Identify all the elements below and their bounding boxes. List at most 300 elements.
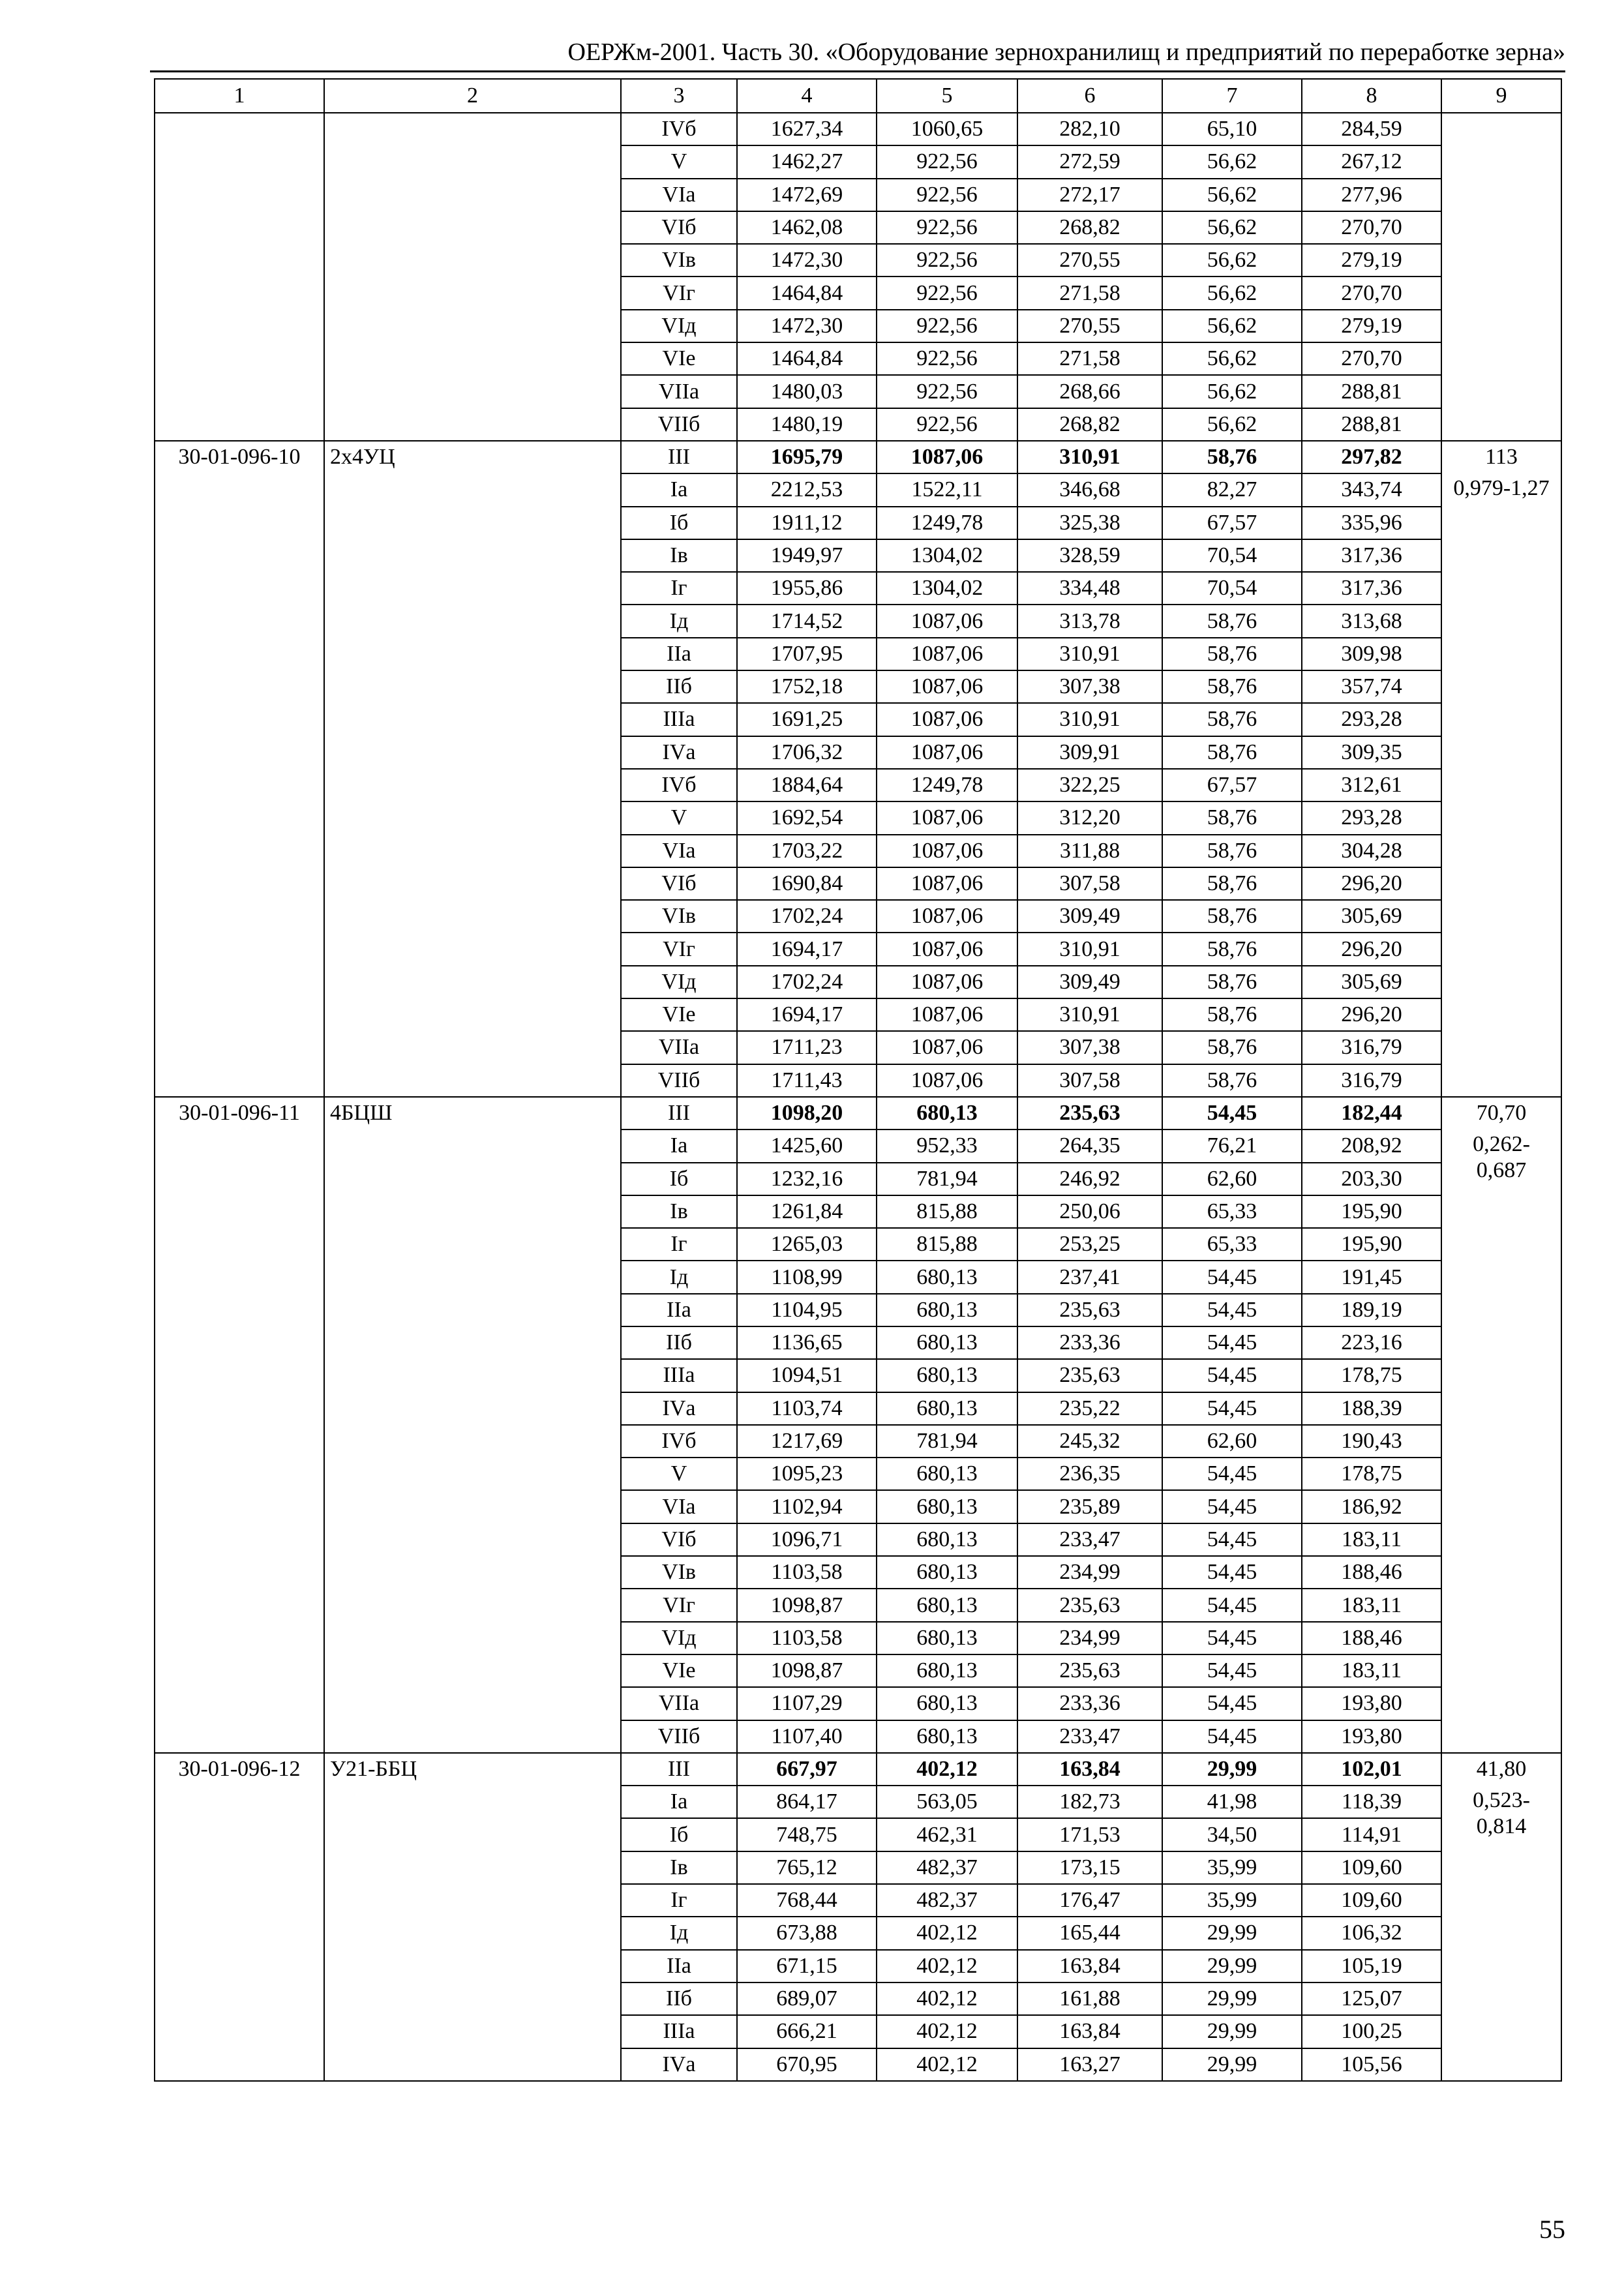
value-cell: 680,13 (877, 1687, 1017, 1720)
item-code: 30-01-096-11 (155, 1097, 324, 1753)
value-cell: 1702,24 (737, 966, 877, 998)
value-cell: 58,76 (1162, 801, 1302, 834)
value-cell: 268,82 (1017, 408, 1162, 441)
value-cell: 173,15 (1017, 1851, 1162, 1884)
value-cell: 1087,06 (877, 933, 1017, 965)
value-cell: 62,60 (1162, 1425, 1302, 1458)
zone-cell: VIIа (621, 1687, 737, 1720)
value-cell: 781,94 (877, 1425, 1017, 1458)
value-cell: 1472,69 (737, 179, 877, 211)
value-cell: 1249,78 (877, 507, 1017, 539)
zone-cell: IVб (621, 769, 737, 801)
value-cell: 54,45 (1162, 1622, 1302, 1654)
value-cell: 1103,74 (737, 1392, 877, 1425)
value-cell: 109,60 (1302, 1884, 1441, 1917)
value-cell: 680,13 (877, 1458, 1017, 1490)
value-cell: 671,15 (737, 1950, 877, 1982)
value-cell: 195,90 (1302, 1228, 1441, 1261)
value-cell: 1102,94 (737, 1490, 877, 1523)
zone-cell: VIе (621, 342, 737, 375)
zone-cell: IIб (621, 1326, 737, 1359)
value-cell: 54,45 (1162, 1490, 1302, 1523)
value-cell: 246,92 (1017, 1163, 1162, 1195)
value-cell: 188,46 (1302, 1556, 1441, 1589)
zone-cell: VIа (621, 1490, 737, 1523)
value-cell: 309,49 (1017, 966, 1162, 998)
column-number-row (155, 79, 1561, 113)
zone-cell: IVа (621, 736, 737, 769)
table-row (155, 441, 1561, 473)
value-cell: 233,47 (1017, 1523, 1162, 1556)
value-cell: 1706,32 (737, 736, 877, 769)
note-cell (1441, 1753, 1561, 2081)
item-name (324, 113, 621, 441)
column-header: 6 (1017, 79, 1162, 113)
value-cell: 1094,51 (737, 1359, 877, 1392)
value-cell: 312,20 (1017, 801, 1162, 834)
value-cell: 815,88 (877, 1195, 1017, 1228)
value-cell: 235,63 (1017, 1097, 1162, 1130)
value-cell: 234,99 (1017, 1556, 1162, 1589)
value-cell: 235,63 (1017, 1654, 1162, 1687)
zone-cell: VIа (621, 179, 737, 211)
value-cell: 105,56 (1302, 2048, 1441, 2081)
value-cell: 54,45 (1162, 1326, 1302, 1359)
value-cell: 325,38 (1017, 507, 1162, 539)
value-cell: 34,50 (1162, 1818, 1302, 1851)
column-header: 9 (1441, 79, 1561, 113)
value-cell: 307,58 (1017, 867, 1162, 900)
zone-cell: IIб (621, 670, 737, 703)
note-cell (1441, 1097, 1561, 1753)
value-cell: 186,92 (1302, 1490, 1441, 1523)
value-cell: 305,69 (1302, 966, 1441, 998)
value-cell: 482,37 (877, 1851, 1017, 1884)
value-cell: 670,95 (737, 2048, 877, 2081)
value-cell: 163,84 (1017, 2015, 1162, 2048)
zone-cell: Iд (621, 1261, 737, 1293)
zone-cell: IIIа (621, 2015, 737, 2048)
value-cell: 264,35 (1017, 1130, 1162, 1162)
value-cell: 29,99 (1162, 1753, 1302, 1786)
value-cell: 1104,95 (737, 1294, 877, 1326)
value-cell: 1304,02 (877, 539, 1017, 572)
running-header: ОЕРЖм-2001. Часть 30. «Оборудование зернохранилищ и предприятий по переработке зерна» (567, 38, 1565, 66)
value-cell: 35,99 (1162, 1884, 1302, 1917)
zone-cell: VIв (621, 900, 737, 933)
value-cell: 250,06 (1017, 1195, 1162, 1228)
value-cell: 1087,06 (877, 736, 1017, 769)
value-cell: 235,63 (1017, 1294, 1162, 1326)
value-cell: 1265,03 (737, 1228, 877, 1261)
value-cell: 188,46 (1302, 1622, 1441, 1654)
value-cell: 1087,06 (877, 1031, 1017, 1064)
value-cell: 334,48 (1017, 572, 1162, 605)
value-cell: 245,32 (1017, 1425, 1162, 1458)
value-cell: 1464,84 (737, 277, 877, 309)
value-cell: 270,70 (1302, 277, 1441, 309)
note-line: 0,687 (1476, 1158, 1527, 1182)
value-cell: 203,30 (1302, 1163, 1441, 1195)
value-cell: 56,62 (1162, 277, 1302, 309)
value-cell: 1103,58 (737, 1622, 877, 1654)
value-cell: 680,13 (877, 1326, 1017, 1359)
zone-cell: IVб (621, 113, 737, 145)
value-cell: 322,25 (1017, 769, 1162, 801)
value-cell: 100,25 (1302, 2015, 1441, 2048)
page-number: 55 (1539, 2215, 1565, 2244)
value-cell: 1472,30 (737, 310, 877, 342)
value-cell: 304,28 (1302, 835, 1441, 867)
value-cell: 235,22 (1017, 1392, 1162, 1425)
value-cell: 1087,06 (877, 441, 1017, 473)
value-cell: 1087,06 (877, 835, 1017, 867)
column-header: 4 (737, 79, 877, 113)
value-cell: 178,75 (1302, 1458, 1441, 1490)
value-cell: 58,76 (1162, 933, 1302, 965)
note-line: 0,814 (1476, 1814, 1527, 1838)
value-cell: 125,07 (1302, 1982, 1441, 2015)
value-cell: 58,76 (1162, 867, 1302, 900)
value-cell: 1304,02 (877, 572, 1017, 605)
value-cell: 313,78 (1017, 605, 1162, 637)
value-cell: 402,12 (877, 2048, 1017, 2081)
value-cell: 680,13 (877, 1523, 1017, 1556)
value-cell: 1087,06 (877, 966, 1017, 998)
zone-cell: VIIб (621, 1720, 737, 1753)
value-cell: 58,76 (1162, 900, 1302, 933)
value-cell: 183,11 (1302, 1523, 1441, 1556)
value-cell: 1707,95 (737, 638, 877, 670)
value-cell: 58,76 (1162, 1031, 1302, 1064)
value-cell: 102,01 (1302, 1753, 1441, 1786)
value-cell: 163,84 (1017, 1753, 1162, 1786)
value-cell: 293,28 (1302, 703, 1441, 736)
value-cell: 563,05 (877, 1786, 1017, 1818)
header-rule (150, 70, 1565, 72)
value-cell: 253,25 (1017, 1228, 1162, 1261)
item-code: 30-01-096-12 (155, 1753, 324, 2081)
value-cell: 277,96 (1302, 179, 1441, 211)
note-line: 113 (1485, 444, 1518, 469)
value-cell: 178,75 (1302, 1359, 1441, 1392)
value-cell: 195,90 (1302, 1195, 1441, 1228)
value-cell: 62,60 (1162, 1163, 1302, 1195)
column-header: 7 (1162, 79, 1302, 113)
zone-cell: III (621, 1097, 737, 1130)
value-cell: 680,13 (877, 1589, 1017, 1621)
value-cell: 313,68 (1302, 605, 1441, 637)
value-cell: 1694,17 (737, 998, 877, 1031)
value-cell: 54,45 (1162, 1687, 1302, 1720)
value-cell: 922,56 (877, 310, 1017, 342)
value-cell: 193,80 (1302, 1720, 1441, 1753)
zone-cell: Iг (621, 572, 737, 605)
value-cell: 1087,06 (877, 1064, 1017, 1097)
zone-cell: Iа (621, 473, 737, 506)
item-code (155, 113, 324, 441)
value-cell: 279,19 (1302, 310, 1441, 342)
value-cell: 58,76 (1162, 441, 1302, 473)
value-cell: 296,20 (1302, 933, 1441, 965)
value-cell: 1136,65 (737, 1326, 877, 1359)
value-cell: 309,91 (1017, 736, 1162, 769)
zone-cell: VIв (621, 244, 737, 277)
value-cell: 680,13 (877, 1654, 1017, 1687)
zone-cell: VIа (621, 835, 737, 867)
value-cell: 1522,11 (877, 473, 1017, 506)
value-cell: 1955,86 (737, 572, 877, 605)
zone-cell: IIа (621, 1294, 737, 1326)
value-cell: 288,81 (1302, 375, 1441, 408)
zone-cell: VIIа (621, 1031, 737, 1064)
value-cell: 1087,06 (877, 703, 1017, 736)
value-cell: 1911,12 (737, 507, 877, 539)
value-cell: 673,88 (737, 1917, 877, 1949)
value-cell: 1692,54 (737, 801, 877, 834)
rates-table (154, 78, 1562, 2082)
value-cell: 284,59 (1302, 113, 1441, 145)
value-cell: 54,45 (1162, 1359, 1302, 1392)
zone-cell: III (621, 1753, 737, 1786)
zone-cell: IIIа (621, 1359, 737, 1392)
value-cell: 1752,18 (737, 670, 877, 703)
zone-cell: VIе (621, 1654, 737, 1687)
value-cell: 765,12 (737, 1851, 877, 1884)
value-cell: 343,74 (1302, 473, 1441, 506)
value-cell: 58,76 (1162, 966, 1302, 998)
value-cell: 54,45 (1162, 1720, 1302, 1753)
value-cell: 234,99 (1017, 1622, 1162, 1654)
value-cell: 29,99 (1162, 2015, 1302, 2048)
value-cell: 58,76 (1162, 998, 1302, 1031)
value-cell: 307,38 (1017, 1031, 1162, 1064)
value-cell: 1425,60 (737, 1130, 877, 1162)
note-cell (1441, 441, 1561, 1097)
value-cell: 56,62 (1162, 408, 1302, 441)
value-cell: 268,82 (1017, 211, 1162, 244)
value-cell: 267,12 (1302, 145, 1441, 178)
value-cell: 402,12 (877, 1917, 1017, 1949)
column-header: 3 (621, 79, 737, 113)
zone-cell: Iа (621, 1786, 737, 1818)
value-cell: 310,91 (1017, 638, 1162, 670)
zone-cell: V (621, 1458, 737, 1490)
value-cell: 163,84 (1017, 1950, 1162, 1982)
value-cell: 1232,16 (737, 1163, 877, 1195)
zone-cell: IIа (621, 1950, 737, 1982)
value-cell: 182,73 (1017, 1786, 1162, 1818)
value-cell: 189,19 (1302, 1294, 1441, 1326)
zone-cell: IIIа (621, 703, 737, 736)
value-cell: 1480,03 (737, 375, 877, 408)
item-code: 30-01-096-10 (155, 441, 324, 1097)
value-cell: 667,97 (737, 1753, 877, 1786)
table-row (155, 1097, 1561, 1130)
value-cell: 357,74 (1302, 670, 1441, 703)
value-cell: 67,57 (1162, 769, 1302, 801)
value-cell: 952,33 (877, 1130, 1017, 1162)
value-cell: 114,91 (1302, 1818, 1441, 1851)
value-cell: 176,47 (1017, 1884, 1162, 1917)
item-name: 4БЦШ (324, 1097, 621, 1753)
value-cell: 237,41 (1017, 1261, 1162, 1293)
value-cell: 402,12 (877, 1982, 1017, 2015)
zone-cell: VIг (621, 277, 737, 309)
value-cell: 183,11 (1302, 1654, 1441, 1687)
value-cell: 1472,30 (737, 244, 877, 277)
value-cell: 307,58 (1017, 1064, 1162, 1097)
value-cell: 56,62 (1162, 310, 1302, 342)
zone-cell: IVа (621, 1392, 737, 1425)
value-cell: 58,76 (1162, 1064, 1302, 1097)
value-cell: 680,13 (877, 1622, 1017, 1654)
value-cell: 2212,53 (737, 473, 877, 506)
table-body (155, 113, 1561, 2081)
value-cell: 1087,06 (877, 900, 1017, 933)
zone-cell: Iв (621, 1851, 737, 1884)
value-cell: 309,98 (1302, 638, 1441, 670)
zone-cell: V (621, 801, 737, 834)
value-cell: 1702,24 (737, 900, 877, 933)
value-cell: 310,91 (1017, 441, 1162, 473)
value-cell: 312,61 (1302, 769, 1441, 801)
value-cell: 402,12 (877, 1753, 1017, 1786)
zone-cell: III (621, 441, 737, 473)
zone-cell: Iб (621, 1163, 737, 1195)
value-cell: 56,62 (1162, 375, 1302, 408)
zone-cell: VIIа (621, 375, 737, 408)
value-cell: 1095,23 (737, 1458, 877, 1490)
value-cell: 680,13 (877, 1556, 1017, 1589)
zone-cell: VIIб (621, 1064, 737, 1097)
value-cell: 41,98 (1162, 1786, 1302, 1818)
value-cell: 58,76 (1162, 670, 1302, 703)
value-cell: 680,13 (877, 1720, 1017, 1753)
zone-cell: Iг (621, 1884, 737, 1917)
value-cell: 680,13 (877, 1392, 1017, 1425)
value-cell: 1108,99 (737, 1261, 877, 1293)
zone-cell: IVб (621, 1425, 737, 1458)
value-cell: 272,59 (1017, 145, 1162, 178)
value-cell: 666,21 (737, 2015, 877, 2048)
zone-cell: VIб (621, 1523, 737, 1556)
zone-cell: VIе (621, 998, 737, 1031)
value-cell: 310,91 (1017, 703, 1162, 736)
value-cell: 58,76 (1162, 835, 1302, 867)
column-header: 8 (1302, 79, 1441, 113)
value-cell: 815,88 (877, 1228, 1017, 1261)
item-name: 2х4УЦ (324, 441, 621, 1097)
value-cell: 270,55 (1017, 244, 1162, 277)
value-cell: 1480,19 (737, 408, 877, 441)
value-cell: 182,44 (1302, 1097, 1441, 1130)
value-cell: 235,63 (1017, 1589, 1162, 1621)
note-line: 0,523- (1473, 1788, 1530, 1812)
value-cell: 1107,29 (737, 1687, 877, 1720)
value-cell: 29,99 (1162, 1982, 1302, 2015)
value-cell: 922,56 (877, 277, 1017, 309)
value-cell: 310,91 (1017, 933, 1162, 965)
value-cell: 317,36 (1302, 572, 1441, 605)
value-cell: 922,56 (877, 342, 1017, 375)
value-cell: 1249,78 (877, 769, 1017, 801)
value-cell: 165,44 (1017, 1917, 1162, 1949)
value-cell: 56,62 (1162, 179, 1302, 211)
value-cell: 297,82 (1302, 441, 1441, 473)
value-cell: 271,58 (1017, 342, 1162, 375)
value-cell: 1098,87 (737, 1589, 877, 1621)
value-cell: 54,45 (1162, 1097, 1302, 1130)
value-cell: 56,62 (1162, 211, 1302, 244)
value-cell: 56,62 (1162, 244, 1302, 277)
value-cell: 1087,06 (877, 801, 1017, 834)
value-cell: 680,13 (877, 1097, 1017, 1130)
value-cell: 1949,97 (737, 539, 877, 572)
zone-cell: VIв (621, 1556, 737, 1589)
zone-cell: VIб (621, 867, 737, 900)
value-cell: 922,56 (877, 375, 1017, 408)
value-cell: 29,99 (1162, 1950, 1302, 1982)
value-cell: 1884,64 (737, 769, 877, 801)
value-cell: 235,63 (1017, 1359, 1162, 1392)
value-cell: 1464,84 (737, 342, 877, 375)
note-line: 0,262- (1473, 1131, 1530, 1156)
value-cell: 65,33 (1162, 1195, 1302, 1228)
value-cell: 1087,06 (877, 867, 1017, 900)
value-cell: 70,54 (1162, 572, 1302, 605)
value-cell: 58,76 (1162, 703, 1302, 736)
value-cell: 922,56 (877, 244, 1017, 277)
value-cell: 293,28 (1302, 801, 1441, 834)
value-cell: 54,45 (1162, 1523, 1302, 1556)
value-cell: 171,53 (1017, 1818, 1162, 1851)
value-cell: 680,13 (877, 1261, 1017, 1293)
value-cell: 335,96 (1302, 507, 1441, 539)
value-cell: 54,45 (1162, 1458, 1302, 1490)
value-cell: 1087,06 (877, 638, 1017, 670)
zone-cell: IIб (621, 1982, 737, 2015)
zone-cell: VIIб (621, 408, 737, 441)
value-cell: 689,07 (737, 1982, 877, 2015)
table-row (155, 1753, 1561, 1786)
value-cell: 233,36 (1017, 1326, 1162, 1359)
value-cell: 272,17 (1017, 179, 1162, 211)
zone-cell: VIд (621, 310, 737, 342)
zone-cell: VIд (621, 966, 737, 998)
value-cell: 1087,06 (877, 605, 1017, 637)
zone-cell: IIа (621, 638, 737, 670)
value-cell: 1217,69 (737, 1425, 877, 1458)
value-cell: 1695,79 (737, 441, 877, 473)
value-cell: 233,47 (1017, 1720, 1162, 1753)
value-cell: 768,44 (737, 1884, 877, 1917)
value-cell: 65,10 (1162, 113, 1302, 145)
value-cell: 109,60 (1302, 1851, 1441, 1884)
value-cell: 307,38 (1017, 670, 1162, 703)
value-cell: 270,55 (1017, 310, 1162, 342)
value-cell: 223,16 (1302, 1326, 1441, 1359)
value-cell: 67,57 (1162, 507, 1302, 539)
value-cell: 309,35 (1302, 736, 1441, 769)
zone-cell: Iб (621, 1818, 737, 1851)
value-cell: 1096,71 (737, 1523, 877, 1556)
value-cell: 29,99 (1162, 2048, 1302, 2081)
value-cell: 1694,17 (737, 933, 877, 965)
value-cell: 58,76 (1162, 605, 1302, 637)
value-cell: 296,20 (1302, 998, 1441, 1031)
note-line: 41,80 (1476, 1756, 1527, 1781)
